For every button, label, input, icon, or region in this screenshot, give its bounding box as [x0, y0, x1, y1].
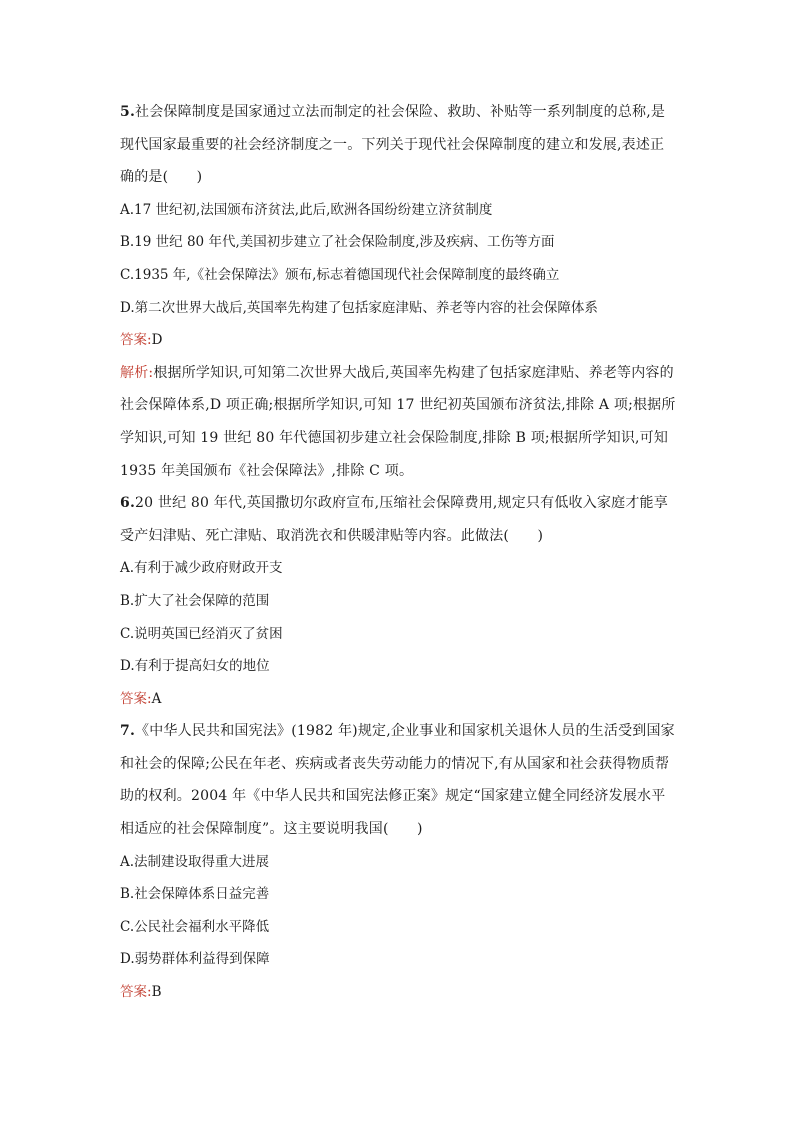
- question-stem: [120, 96, 676, 194]
- answer-label: 答案:: [120, 984, 152, 1001]
- question-stem: [120, 487, 676, 552]
- option-a: A.17 世纪初,法国颁布济贫法,此后,欧洲各国纷纷建立济贫制度: [120, 201, 493, 218]
- question-6: [120, 487, 676, 715]
- question-number: 7.: [120, 723, 136, 740]
- question-stem: [120, 715, 676, 845]
- question-stem-text: 《中华人民共和国宪法》(1982 年)规定,企业事业和国家机关退休人员的生活受到国家和社会的保障;公民在年老、疾病或者丧失劳动能力的情况下,有从国家和社会获得物质帮助的权利。2004 年《中华人民共和国宪法修正案》规定“国家建立健全同经济发展水平相适应的社会保障制度”。这主要说明我国( ): [120, 723, 675, 838]
- option-d: D.有利于提高妇女的地位: [120, 658, 270, 675]
- answer-line: [120, 683, 676, 716]
- option-a: A.法制建设取得重大进展: [120, 853, 270, 870]
- option-a: A.有利于减少政府财政开支: [120, 560, 283, 577]
- answer-line: [120, 324, 676, 357]
- option-c: C.说明英国已经消灭了贫困: [120, 625, 283, 642]
- question-number: 6.: [120, 495, 136, 512]
- document-page: [120, 96, 676, 1009]
- question-stem-text: 20 世纪 80 年代,英国撒切尔政府宣布,压缩社会保障费用,规定只有低收入家庭才能享受产妇津贴、死亡津贴、取消洗衣和供暖津贴等内容。此做法( ): [120, 495, 668, 544]
- question-7: [120, 715, 676, 1008]
- option-c: C.1935 年,《社会保障法》颁布,标志着德国现代社会保障制度的最终确立: [120, 266, 560, 283]
- answer-label: 答案:: [120, 690, 152, 707]
- answer-line: [120, 976, 676, 1009]
- option-b: B.19 世纪 80 年代,美国初步建立了社会保险制度,涉及疾病、工伤等方面: [120, 234, 555, 251]
- answer-value: A: [151, 690, 162, 707]
- analysis-label: 解析:: [120, 364, 154, 381]
- answer-value: D: [151, 332, 163, 349]
- option-b: B.社会保障体系日益完善: [120, 886, 270, 903]
- question-stem-text: 社会保障制度是国家通过立法而制定的社会保险、救助、补贴等一系列制度的总称,是现代国家最重要的社会经济制度之一。下列关于现代社会保障制度的建立和发展,表述正确的是( ): [120, 104, 666, 186]
- answer-label: 答案:: [120, 332, 152, 349]
- option-d: D.弱势群体利益得到保障: [120, 951, 270, 968]
- option-c: C.公民社会福利水平降低: [120, 918, 270, 935]
- option-d: D.第二次世界大战后,英国率先构建了包括家庭津贴、养老等内容的社会保障体系: [120, 299, 598, 316]
- option-b: B.扩大了社会保障的范围: [120, 592, 270, 609]
- question-5: [120, 96, 676, 487]
- answer-value: B: [151, 984, 162, 1001]
- analysis-text: 根据所学知识,可知第二次世界大战后,英国率先构建了包括家庭津贴、养老等内容的社会保障体系,D 项正确;根据所学知识,可知 17 世纪初英国颁布济贫法,排除 A 项;根据所学知识,可知 19 世纪 80 年代德国初步建立社会保险制度,排除 B 项;根据所学知识,可知 1935 年美国颁布《社会保障法》,排除 C 项。: [120, 364, 676, 479]
- analysis-paragraph: [120, 357, 676, 487]
- question-number: 5.: [120, 104, 136, 120]
